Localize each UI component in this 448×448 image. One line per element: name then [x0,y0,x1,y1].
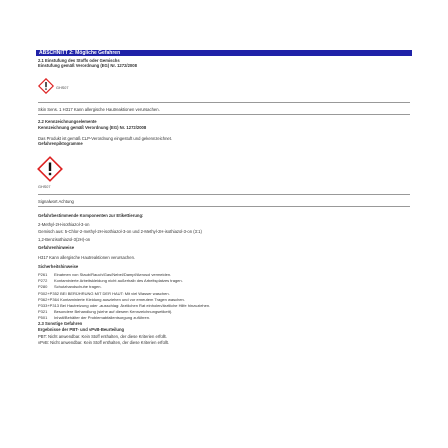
pictogram-code-1: GHS07 [56,86,69,90]
hazard-statements-title: Gefahrenhinweise [38,245,75,250]
p-statement: P272 Kontaminierte Arbeitskleidung nicht außerhalb des Arbeitsplatzes tragen. [38,278,183,283]
ghs07-exclamation-icon [37,156,63,182]
p-statement: P362+P364 Kontaminierte Kleidung ausziehen und vor erneutem Tragen waschen. [38,297,185,302]
pbt-line: PBT: Nicht anwendbar. Kein Stoff enthalten, der diese Kriterien erfüllt. [38,334,167,339]
section-banner: ABSCHNITT 2: Mögliche Gefahren [36,50,412,56]
section-2-1-title: 2.1 Einstufung des Stoffs oder Gemischs [38,58,120,63]
p-statement: P321 Besondere Behandlung (siehe auf diesem Kennzeichnungsetikett). [38,309,173,314]
divider [38,206,410,207]
divider [38,102,410,103]
divider [38,194,410,195]
section-2-3-title: 2.3 Sonstige Gefahren [38,321,83,326]
vpvb-line: vPvB: Nicht anwendbar. Kein Stoff enthalten, der diese Kriterien erfüllt. [38,340,169,345]
component-3: 1,2-Benzisothiazol-3(2H)-on [38,237,91,242]
component-2: Gemisch aus: 5-Chlor-2-methyl-2H-isothiazol-3-on und 2-Methyl-2H-isothiazol-3-on (3:1) [38,229,202,234]
signal-word: Signalwort Achtung [38,199,74,204]
p-statement: P280 Schutzhandschuhe tragen. [38,284,102,289]
ghs07-exclamation-icon [38,78,54,94]
p-statement: P501 Inhalt/Behälter der Problemabfallentsorgung zuführen. [38,315,151,320]
hazard-statement: H317 Kann allergische Hautreaktionen verursachen. [38,255,136,260]
hazard-classification: Skin Sens. 1 H317 Kann allergische Hautreaktionen verursachen. [38,107,160,112]
precautionary-title: Sicherheitshinweise [38,264,79,269]
components-title: Gefahrbestimmende Komponenten zur Etikettierung: [38,213,144,218]
p-statement: P302+P352 BEI BERÜHRUNG MIT DER HAUT: Mit viel Wasser waschen. [38,291,170,296]
component-1: 2-Methyl-2H-isothiazol-3-on [38,222,90,227]
section-2-2-title: 2.2 Kennzeichnungselemente [38,119,97,124]
divider [38,114,410,115]
pictograms-heading: Gefahrenpiktogramme [38,141,83,146]
pbt-title: Ergebnisse der PBT- und vPvB-Beurteilung [38,327,125,332]
p-statement: P261 Einatmen von Staub/Rauch/Gas/Nebel/Dampf/Aerosol vermeiden. [38,272,172,277]
section-2-2-line2: Das Produkt ist gemäß CLP-Verordnung eingestuft und gekennzeichnet. [38,136,173,141]
section-2-2-line1: Kennzeichnung gemäß Verordnung (EG) Nr. 1272/2008 [38,125,147,130]
section-2-1-subtitle: Einstufung gemäß Verordnung (EG) Nr. 1272/2008 [38,63,137,68]
p-statement: P333+P313 Bei Hautreizung oder -ausschlag: Ärztlichen Rat einholen/ärztliche Hilfe hinzuziehen. [38,303,211,308]
pictogram-code-2: GHS07 [38,185,51,189]
